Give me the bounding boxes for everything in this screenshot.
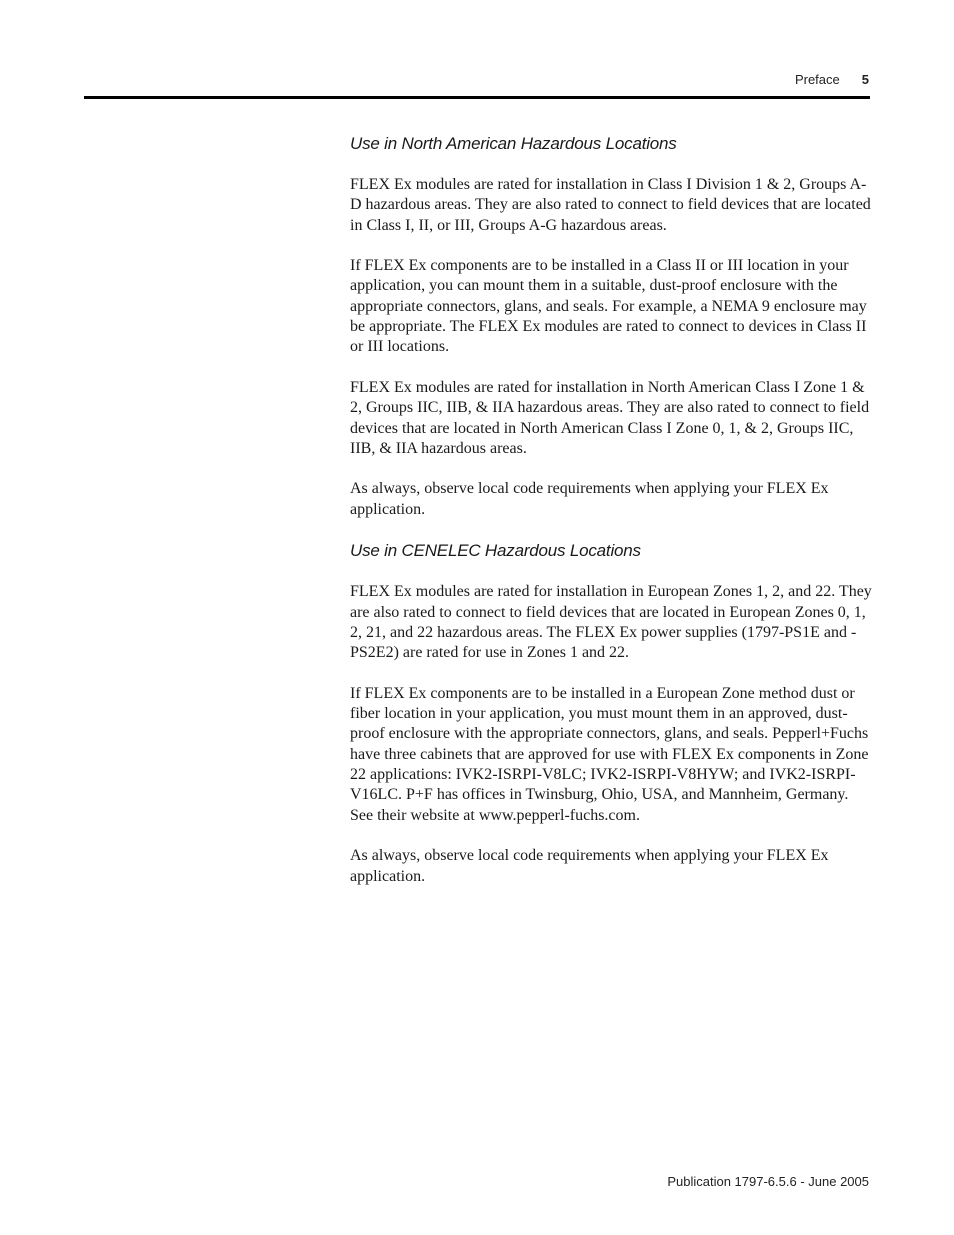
body-paragraph: FLEX Ex modules are rated for installation in European Zones 1, 2, and 22. They are also rated to connect to field devices that are located in European Zones 0, 1, 2, 21, and 22 hazardous areas. The FLEX Ex power supplies (1797-PS1E and -PS2E2) are rated for use in Zones 1 and 22. (350, 583, 872, 662)
section-cenelec (350, 540, 872, 886)
page-number: 5 (861, 72, 869, 87)
body-paragraph: FLEX Ex modules are rated for installation in Class I Division 1 & 2, Groups A-D hazardous areas. They are also rated to connect to field devices that are located in Class I, II, or III, Groups A-G hazardous areas. (350, 176, 871, 234)
section-heading: Use in North American Hazardous Locations (350, 134, 677, 153)
section-north-american (350, 133, 872, 520)
body-paragraph: As always, observe local code requirements when applying your FLEX Ex application. (350, 847, 829, 885)
page-body (350, 133, 872, 907)
header-rule (84, 96, 870, 99)
body-paragraph: If FLEX Ex components are to be installed in a Class II or III location in your application, you can mount them in a suitable, dust-proof enclosure with the appropriate connectors, glans, and seals. For example, a NEMA 9 enclosure may be appropriate. The FLEX Ex modules are rated to connect to devices in Class II or III locations. (350, 257, 867, 356)
body-paragraph: If FLEX Ex components are to be installed in a European Zone method dust or fiber location in your application, you must mount them in an approved, dust-proof enclosure with the appropriate connectors, glans, and seals. Pepperl+Fuchs have three cabinets that are approved for use with FLEX Ex components in Zone 22 applications: IVK2-ISRPI-V8LC; IVK2-ISRPI-V8HYW; and IVK2-ISRPI-V16LC. P+F has offices in Twinsburg, Ohio, USA, and Mannheim, Germany. See their website at www.pepperl-fuchs.com. (350, 684, 869, 824)
publication-footer: Publication 1797-6.5.6 - June 2005 (667, 1174, 869, 1189)
body-paragraph: FLEX Ex modules are rated for installation in North American Class I Zone 1 & 2, Groups IIC, IIB, & IIA hazardous areas. They are also rated to connect to field devices that are located in North American Class I Zone 0, 1, & 2, Groups IIC, IIB, & IIA hazardous areas. (350, 378, 870, 457)
body-paragraph: As always, observe local code requirements when applying your FLEX Ex application. (350, 480, 829, 518)
section-heading: Use in CENELEC Hazardous Locations (350, 541, 641, 561)
running-header (795, 72, 869, 92)
header-section-title: Preface (794, 72, 840, 87)
